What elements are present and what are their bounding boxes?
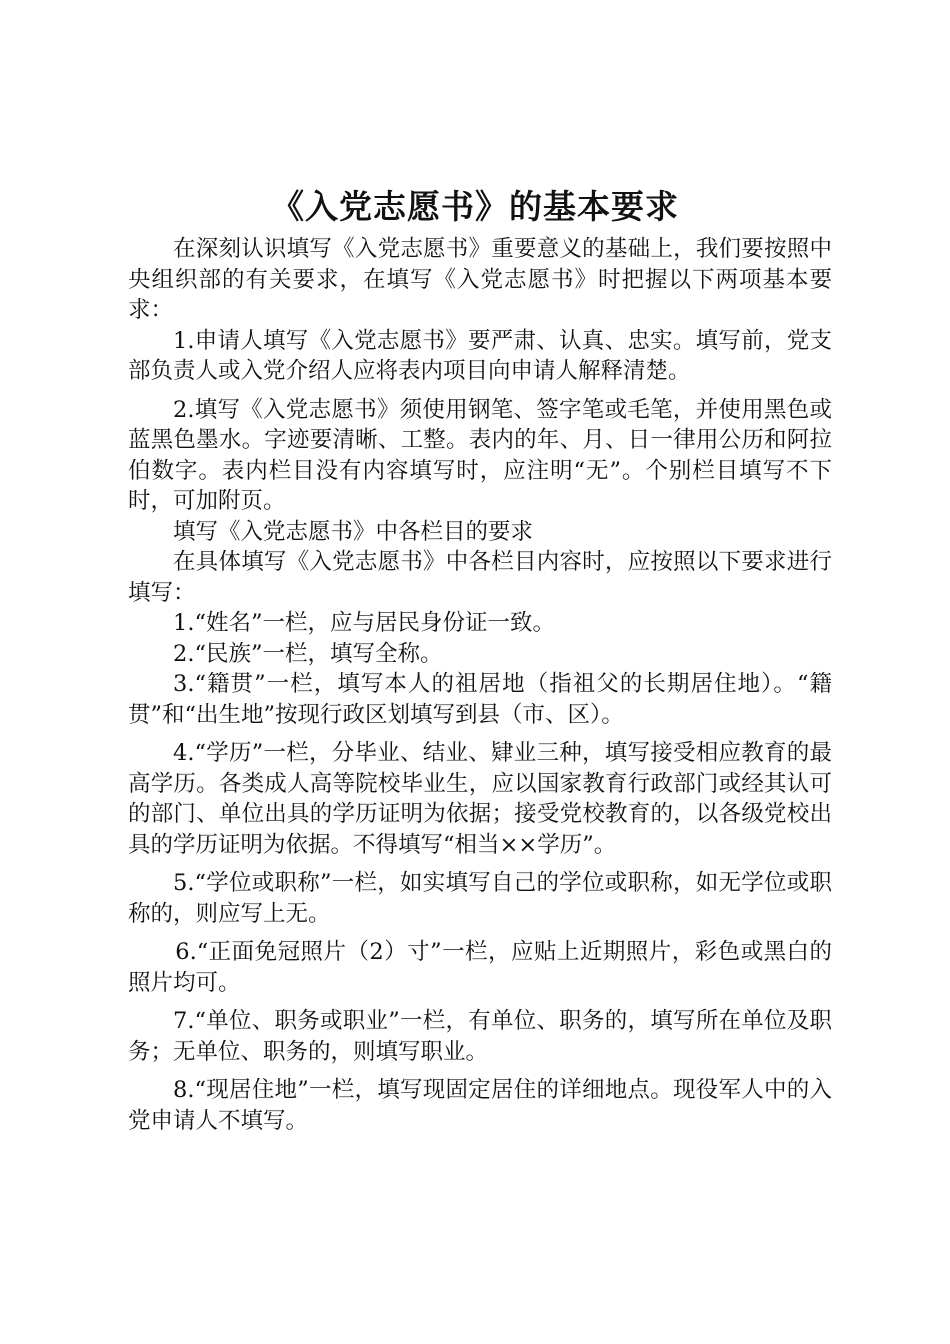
item-employer-position: 7.“单位、职务或职业”一栏，有单位、职务的，填写所在单位及职务；无单位、职务的，则填写职业。 (128, 1008, 832, 1065)
item-ethnicity: 2.“民族”一栏，填写全称。 (173, 640, 443, 667)
document-title: 《入党志愿书》的基本要求 (271, 187, 679, 226)
section-heading: 填写《入党志愿书》中各栏目的要求 (173, 518, 534, 545)
paragraph-requirement-2: 2.填写《入党志愿书》须使用钢笔、签字笔或毛笔，并使用黑色或蓝黑色墨水。字迹要清晰、工整。表内的年、月、日一律用公历和阿拉伯数字。表内栏目没有内容填写时，应注明“无”。个别栏目填写不下时，可加附页。 (128, 396, 832, 514)
item-name: 1.“姓名”一栏，应与居民身份证一致。 (173, 610, 555, 636)
item-degree-title: 5.“学位或职称”一栏，如实填写自己的学位或职称，如无学位或职称的，则应写上无。 (128, 870, 832, 927)
item-photo: 6.“正面免冠照片（2）寸”一栏，应贴上近期照片，彩色或黑白的照片均可。 (128, 939, 832, 996)
document-body (128, 234, 832, 1136)
paragraph-requirement-1: 1.申请人填写《入党志愿书》要严肃、认真、忠实。填写前，党支部负责人或入党介绍人应将表内项目向申请人解释清楚。 (128, 327, 832, 384)
item-native-place: 3.“籍贯”一栏，填写本人的祖居地（指祖父的长期居住地）。“籍贯”和“出生地”按现行政区划填写到县（市、区）。 (128, 671, 832, 728)
item-residence: 8.“现居住地”一栏，填写现固定居住的详细地点。现役军人中的入党申请人不填写。 (128, 1077, 832, 1134)
item-education: 4.“学历”一栏，分毕业、结业、肄业三种，填写接受相应教育的最高学历。各类成人高等院校毕业生，应以国家教育行政部门或经其认可的部门、单位出具的学历证明为依据；接受党校教育的，以各级党校出具的学历证明为依据。不得填写“相当××学历”。 (128, 740, 832, 858)
paragraph-intro: 在深刻认识填写《入党志愿书》重要意义的基础上，我们要按照中央组织部的有关要求，在填写《入党志愿书》时把握以下两项基本要求： (128, 236, 832, 323)
paragraph-section-intro: 在具体填写《入党志愿书》中各栏目内容时，应按照以下要求进行填写： (128, 549, 832, 606)
